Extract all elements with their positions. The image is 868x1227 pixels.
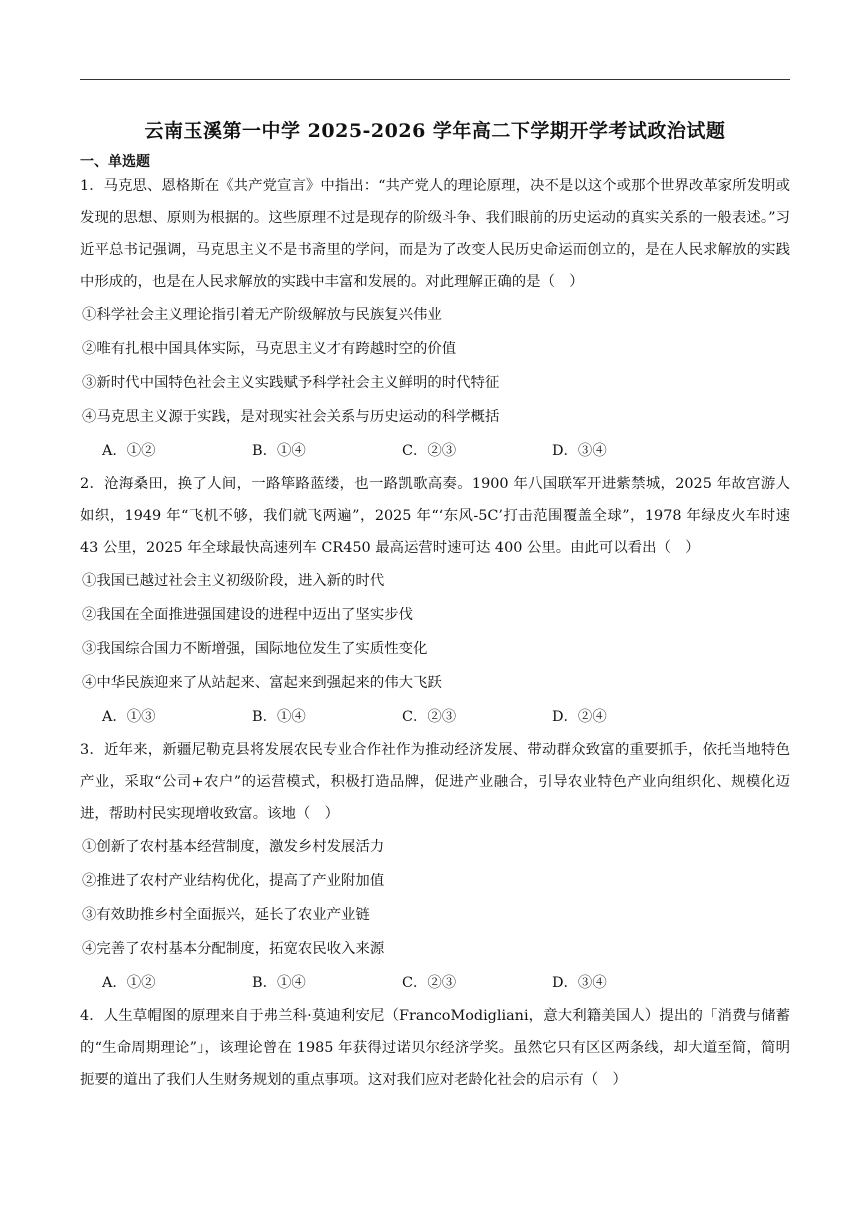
answer-choice[interactable]: D．③④	[552, 443, 607, 459]
answer-choice[interactable]: A．①②	[102, 443, 156, 459]
statement-option: ④中华民族迎来了从站起来、富起来到强起来的伟大飞跃	[82, 675, 442, 691]
statement-option: ④马克思主义源于实践，是对现实社会关系与历史运动的科学概括	[82, 409, 500, 425]
question-stem: 3．近年来，新疆尼勒克县将发展农民专业合作社作为推动经济发展、带动群众致富的重要抓手，依托当地特色产业，采取“公司+农户”的运营模式，积极打造品牌，促进产业融合，引导农业特色产业向组织化、规模化迈进，帮助村民实现增收致富。该地（ ）	[80, 742, 790, 822]
answer-choice[interactable]: D．③④	[552, 975, 607, 991]
answer-choice[interactable]: B．①④	[252, 709, 306, 725]
question-3	[80, 734, 790, 1000]
answer-choice[interactable]: C．②③	[402, 443, 457, 459]
question-4	[80, 1000, 790, 1096]
page-title: 云南玉溪第一中学 2025-2026 学年高二下学期开学考试政治试题	[144, 120, 726, 142]
statement-option: ②唯有扎根中国具体实际，马克思主义才有跨越时空的价值	[82, 341, 457, 357]
statement-option: ③有效助推乡村全面振兴，延长了农业产业链	[82, 907, 370, 923]
answer-choice[interactable]: A．①②	[102, 975, 156, 991]
answer-choice[interactable]: C．②③	[402, 709, 457, 725]
question-2	[80, 468, 790, 734]
statement-option: ④完善了农村基本分配制度，拓宽农民收入来源	[82, 941, 385, 957]
answer-choices	[80, 700, 790, 734]
statement-option: ①科学社会主义理论指引着无产阶级解放与民族复兴伟业	[82, 307, 442, 323]
question-list	[80, 170, 790, 1096]
answer-choice[interactable]: B．①④	[252, 975, 306, 991]
answer-choice[interactable]: B．①④	[252, 443, 306, 459]
statement-option: ③新时代中国特色社会主义实践赋予科学社会主义鲜明的时代特征	[82, 375, 500, 391]
statement-option: ③我国综合国力不断增强，国际地位发生了实质性变化	[82, 641, 428, 657]
statement-option: ①创新了农村基本经营制度，激发乡村发展活力	[82, 839, 385, 855]
header-divider	[80, 79, 790, 80]
statement-option: ②我国在全面推进强国建设的进程中迈出了坚实步伐	[82, 607, 413, 623]
question-stem: 2．沧海桑田，换了人间，一路筚路蓝缕，也一路凯歌高奏。1900 年八国联军开进紫禁城，2025 年故宫游人如织，1949 年“飞机不够，我们就飞两遍”，2025 年“‘东风-5C’打击范围覆盖全球”，1978 年绿皮火车时速 43 公里，2025 年全球最快高速列车 CR450 最高运营时速可达 400 公里。由此可以看出（ ）	[80, 476, 790, 556]
answer-choice[interactable]: D．②④	[552, 709, 607, 725]
statement-option: ①我国已越过社会主义初级阶段，进入新的时代	[82, 573, 385, 589]
question-stem: 1．马克思、恩格斯在《共产党宣言》中指出：“共产党人的理论原理，决不是以这个或那个世界改革家所发明或发现的思想、原则为根据的。这些原理不过是现存的阶级斗争、我们眼前的历史运动的真实关系的一般表述。”习近平总书记强调，马克思主义不是书斋里的学问，而是为了改变人民历史命运而创立的，是在人民求解放的实践中形成的，也是在人民求解放的实践中丰富和发展的。对此理解正确的是（ ）	[80, 178, 790, 290]
question-stem: 4．人生草帽图的原理来自于弗兰科·莫迪利安尼（FrancoModigliani，意大利籍美国人）提出的「消费与储蓄的“生命周期理论”」，该理论曾在 1985 年获得过诺贝尔经济学奖。虽然它只有区区两条线，却大道至简，简明扼要的道出了我们人生财务规划的重点事项。这对我们应对老龄化社会的启示有（ ）	[80, 1008, 790, 1088]
answer-choices	[80, 966, 790, 1000]
statement-option: ②推进了农村产业结构优化，提高了产业附加值	[82, 873, 385, 889]
answer-choice[interactable]: A．①③	[102, 709, 156, 725]
answer-choices	[80, 434, 790, 468]
section-heading: 一、单选题	[80, 154, 150, 170]
question-1	[80, 170, 790, 468]
answer-choice[interactable]: C．②③	[402, 975, 457, 991]
